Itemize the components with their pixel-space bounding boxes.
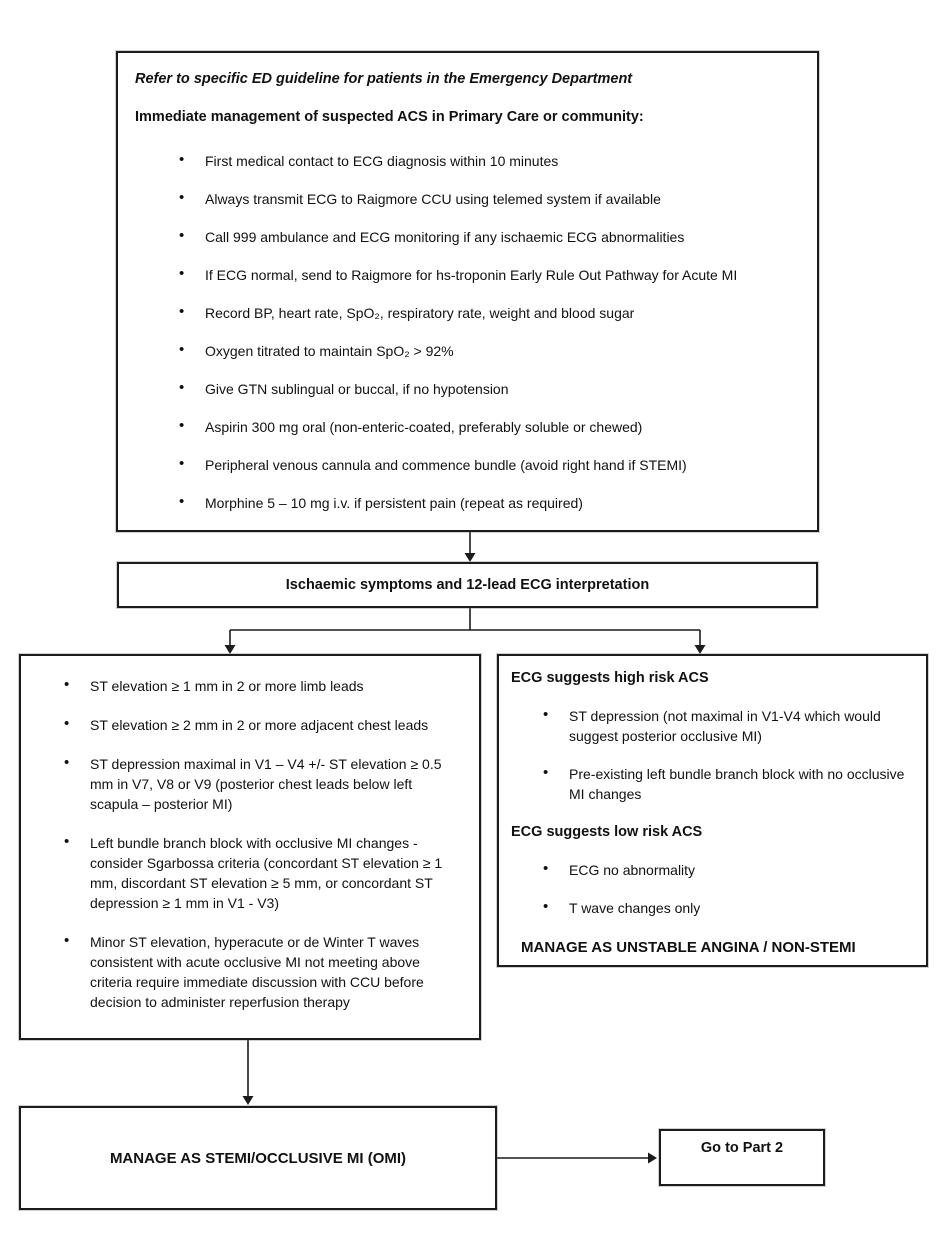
- primary-care-bullet-list: [135, 151, 797, 513]
- arrow-split-to-branches: [225, 608, 706, 654]
- high-risk-bullet: • ST depression (not maximal in V1-V4 which would suggest posterior occlusive MI): [569, 706, 912, 746]
- ecg-interpretation-box: [117, 562, 818, 608]
- primary-care-bullet: • Oxygen titrated to maintain SpO₂ > 92%: [205, 341, 797, 361]
- primary-care-heading: Immediate management of suspected ACS in Primary Care or community:: [135, 109, 644, 125]
- arrow-criteria-to-stemi: [243, 1040, 254, 1105]
- ed-guideline-note: Refer to specific ED guideline for patients in the Emergency Department: [135, 71, 633, 87]
- stemi-criteria-bullet: • Left bundle branch block with occlusive MI changes - consider Sgarbossa criteria (concordant ST elevation ≥ 1 mm, discordant ST elevation ≥ 5 mm, or concordant ST depression ≥ 1 mm in V1 - V3): [90, 833, 461, 913]
- low-risk-bullet-list: [511, 860, 912, 918]
- ecg-interpretation-label: Ischaemic symptoms and 12-lead ECG interpretation: [285, 577, 650, 593]
- arrow-stemi-to-part2: [497, 1153, 657, 1164]
- stemi-outcome-label: MANAGE AS STEMI/OCCLUSIVE MI (OMI): [109, 1149, 407, 1167]
- stemi-criteria-box: [19, 654, 481, 1040]
- arrow-topbox-to-interpretation: [465, 532, 476, 562]
- stemi-criteria-bullet: • Minor ST elevation, hyperacute or de Winter T waves consistent with acute occlusive MI not meeting above criteria require immediate discussion with CCU before decision to administer reperfusion therapy: [90, 932, 461, 1012]
- primary-care-bullet: • Call 999 ambulance and ECG monitoring if any ischaemic ECG abnormalities: [205, 227, 797, 247]
- high-risk-heading: ECG suggests high risk ACS: [511, 670, 709, 686]
- low-risk-heading: ECG suggests low risk ACS: [511, 824, 703, 840]
- primary-care-bullet: • First medical contact to ECG diagnosis within 10 minutes: [205, 151, 797, 171]
- goto-part2-box: [659, 1129, 825, 1186]
- low-risk-bullet: • ECG no abnormality: [569, 860, 912, 880]
- stemi-criteria-bullet-list: [38, 676, 461, 1012]
- primary-care-bullet: • If ECG normal, send to Raigmore for hs-troponin Early Rule Out Pathway for Acute MI: [205, 265, 797, 285]
- low-risk-bullet: • T wave changes only: [569, 898, 912, 918]
- unstable-angina-outcome-label: MANAGE AS UNSTABLE ANGINA / NON-STEMI: [521, 939, 856, 956]
- goto-part2-label: Go to Part 2: [700, 1140, 784, 1156]
- primary-care-bullet: • Record BP, heart rate, SpO₂, respiratory rate, weight and blood sugar: [205, 303, 797, 323]
- acs-risk-box: [497, 654, 928, 967]
- stemi-criteria-bullet: • ST elevation ≥ 2 mm in 2 or more adjacent chest leads: [90, 715, 461, 735]
- stemi-criteria-bullet: • ST elevation ≥ 1 mm in 2 or more limb leads: [90, 676, 461, 696]
- primary-care-bullet: • Aspirin 300 mg oral (non-enteric-coated, preferably soluble or chewed): [205, 417, 797, 437]
- primary-care-bullet: • Morphine 5 – 10 mg i.v. if persistent pain (repeat as required): [205, 493, 797, 513]
- primary-care-bullet: • Give GTN sublingual or buccal, if no hypotension: [205, 379, 797, 399]
- primary-care-management-box: [116, 51, 819, 532]
- high-risk-bullet-list: [511, 706, 912, 804]
- primary-care-bullet: • Peripheral venous cannula and commence bundle (avoid right hand if STEMI): [205, 455, 797, 475]
- stemi-outcome-box: [19, 1106, 497, 1210]
- stemi-criteria-bullet: • ST depression maximal in V1 – V4 +/- ST elevation ≥ 0.5 mm in V7, V8 or V9 (posterior chest leads below left scapula – posterior MI): [90, 754, 461, 814]
- primary-care-bullet: • Always transmit ECG to Raigmore CCU using telemed system if available: [205, 189, 797, 209]
- high-risk-bullet: • Pre-existing left bundle branch block with no occlusive MI changes: [569, 764, 912, 804]
